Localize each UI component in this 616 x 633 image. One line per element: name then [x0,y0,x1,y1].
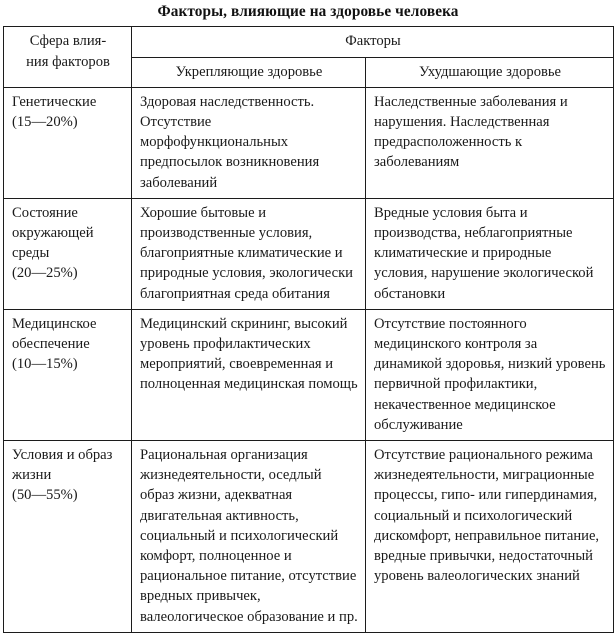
row-scope-lifestyle [4,440,132,632]
cell-improving: Здоровая наследственность. Отсутствие морфофункциональных предпосылок возникновения заболеваний [132,87,366,198]
scope-share: (50—55%) [12,487,78,504]
header-scope-line-1: Сфера влия- [29,33,107,50]
cell-worsening: Отсутствие постоянного медицинского контроля за динамикой здоровья, низкий уровень первичной профилактики, некачественное медицинское обслуживание [366,309,614,440]
header-improving-health: Укрепляющие здоровье [132,57,366,87]
scope-share: (20—25%) [12,265,78,282]
table-row [4,198,614,309]
table-row [4,87,614,198]
header-worsening-health: Ухудшающие здоровье [366,57,614,87]
cell-worsening: Вредные условия быта и производства, неблагоприятные климатические и природные условия, нарушение экологической обстановки [366,198,614,309]
scope-share: (15—20%) [12,113,78,130]
row-scope-environment [4,198,132,309]
cell-worsening: Отсутствие рационального режима жизнедеятельности, миграционные процессы, гипо- или гипердинамия, социальный и психологический дискомфорт, неправильное питание, вредные привычки, недостаточный уровень валеологических знаний [366,440,614,632]
cell-worsening: Наследственные заболевания и нарушения. Наследственная предрасположенность к заболеваниям [366,87,614,198]
table-header [4,27,614,87]
scope-share: (10—15%) [12,356,78,373]
header-factors-group: Факторы [132,27,614,57]
header-scope-column [4,27,132,87]
table-row [4,440,614,632]
scope-name: Состояние окружающей среды [12,204,94,262]
cell-improving: Рациональная организация жизнедеятельности, оседлый образ жизни, адекватная двигательная активность, социальный и психологический комфорт, полноценное и рациональное питание, отсутствие вредных привычек, валеологическое образование и пр. [132,440,366,632]
scope-name: Медицинское обеспечение [12,315,97,352]
table-row [4,309,614,440]
cell-improving: Медицинский скрининг, высокий уровень профилактических мероприятий, своевременная и полноценная медицинская помощь [132,309,366,440]
cell-improving: Хорошие бытовые и производственные условия, благоприятные климатические и природные условия, экологически благоприятная среда обитания [132,198,366,309]
scope-name [12,92,124,112]
scope-name: Условия и образ жизни [12,446,113,484]
factors-table [3,26,614,632]
table-body [4,87,614,632]
scope-name-text: Генетические [12,93,97,110]
page-title: Факторы, влияющие на здоровье человека [157,3,459,20]
header-scope-line-2: ния факторов [26,53,110,70]
row-scope-genetic [4,87,132,198]
header-row-top [4,27,614,57]
row-scope-medical [4,309,132,440]
